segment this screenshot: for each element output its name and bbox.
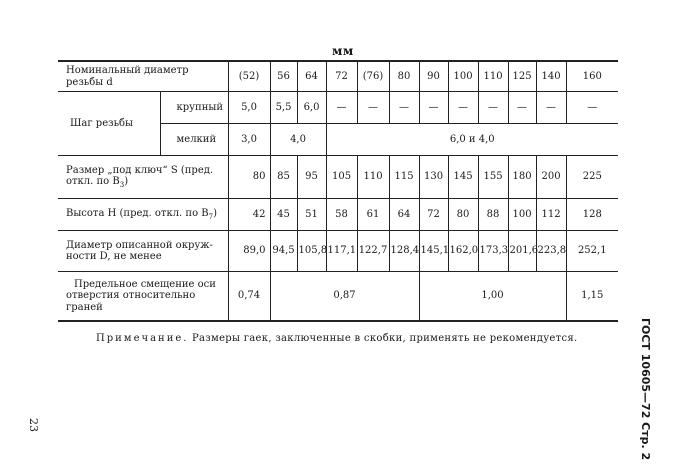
cell: 58	[326, 199, 357, 231]
cell: (76)	[357, 61, 389, 92]
cell: 45	[270, 199, 297, 231]
cell: —	[566, 92, 618, 124]
cell: 88	[478, 199, 508, 231]
circumscribed-diameter-label-line1: Диаметр описанной окруж-	[66, 239, 213, 251]
cell: 223,8	[536, 231, 566, 272]
circumscribed-diameter-label-line2: ности D, не менее	[66, 251, 162, 262]
height-label-text: Высота H (пред. откл. по B	[66, 207, 209, 219]
units-label: мм	[332, 44, 354, 58]
cell: —	[508, 92, 536, 124]
wrench-size-label	[58, 156, 228, 199]
row-thread-coarse	[58, 92, 618, 124]
cell: 155	[478, 156, 508, 199]
cell: 1,15	[566, 272, 618, 322]
cell: 125	[508, 61, 536, 92]
row-circumscribed-diameter	[58, 231, 618, 272]
cell: 95	[297, 156, 326, 199]
cell: 201,6	[508, 231, 536, 272]
cell: —	[478, 92, 508, 124]
row-height	[58, 199, 618, 231]
cell: 100	[508, 199, 536, 231]
cell: 80	[448, 199, 478, 231]
cell: 5,0	[228, 92, 270, 124]
cell: —	[419, 92, 448, 124]
cell: 200	[536, 156, 566, 199]
fine-label: мелкий	[160, 124, 228, 156]
cell: 115	[389, 156, 419, 199]
cell: 0,87	[270, 272, 419, 322]
row-hole-offset	[58, 272, 618, 322]
note	[96, 333, 577, 344]
cell: 4,0	[270, 124, 326, 156]
wrench-size-label-line1: Размер „под ключ“ S (пред.	[66, 164, 214, 176]
cell: 130	[419, 156, 448, 199]
cell: 6,0	[297, 92, 326, 124]
cell: 90	[419, 61, 448, 92]
cell: 122,7	[357, 231, 389, 272]
cell: 145,1	[419, 231, 448, 272]
cell: 72	[326, 61, 357, 92]
page-number: 23	[27, 418, 40, 432]
cell: 180	[508, 156, 536, 199]
cell: —	[448, 92, 478, 124]
cell: 100	[448, 61, 478, 92]
cell: —	[357, 92, 389, 124]
cell: 56	[270, 61, 297, 92]
cell: 140	[536, 61, 566, 92]
cell: 128	[566, 199, 618, 231]
cell: (52)	[228, 61, 270, 92]
cell: —	[536, 92, 566, 124]
coarse-label: крупный	[160, 92, 228, 124]
note-heading: Примечание.	[96, 333, 189, 344]
cell: 85	[270, 156, 297, 199]
cell: 145	[448, 156, 478, 199]
cell: 225	[566, 156, 618, 199]
wrench-size-label-end: )	[124, 176, 129, 188]
hole-offset-label-line2: отверстия относительно граней	[66, 290, 196, 313]
circumscribed-diameter-label	[58, 231, 228, 272]
height-label	[58, 199, 228, 231]
cell: 0,74	[228, 272, 270, 322]
cell: 128,4	[389, 231, 419, 272]
cell: 42	[228, 199, 270, 231]
cell: —	[389, 92, 419, 124]
cell: 64	[297, 61, 326, 92]
row-wrench-size	[58, 156, 618, 199]
cell: 94,5	[270, 231, 297, 272]
wrench-size-label-line2: откл. по B	[66, 176, 120, 188]
cell: 117,1	[326, 231, 357, 272]
cell: 61	[357, 199, 389, 231]
cell: 105,8	[297, 231, 326, 272]
cell: 105	[326, 156, 357, 199]
cell: 72	[419, 199, 448, 231]
cell: 160	[566, 61, 618, 92]
height-label-subscript: 7	[208, 212, 214, 221]
cell: 112	[536, 199, 566, 231]
cell: 110	[478, 61, 508, 92]
wrench-size-label-subscript: 3	[119, 181, 125, 190]
cell: 252,1	[566, 231, 618, 272]
cell: 6,0 и 4,0	[326, 124, 618, 156]
hole-offset-label-line1: Предельное смещение оси	[74, 278, 216, 290]
standard-page-label: ГОСТ 10605—72 Стр. 2	[639, 318, 652, 461]
nominal-diameter-label: Номинальный диаметр резьбы d	[58, 61, 228, 92]
cell: 5,5	[270, 92, 297, 124]
height-label-end: )	[213, 207, 218, 219]
cell: 1,00	[419, 272, 566, 322]
cell: 80	[389, 61, 419, 92]
cell: 3,0	[228, 124, 270, 156]
row-nominal-diameter	[58, 61, 618, 92]
cell: 89,0	[228, 231, 270, 272]
cell: 64	[389, 199, 419, 231]
cell: 80	[228, 156, 270, 199]
cell: —	[326, 92, 357, 124]
thread-pitch-label: Шаг резьбы	[58, 92, 160, 156]
cell: 162,0	[448, 231, 478, 272]
cell: 51	[297, 199, 326, 231]
nut-dimensions-table	[58, 60, 618, 322]
hole-offset-label	[58, 272, 228, 322]
note-text: Размеры гаек, заключенные в скобки, применять не рекомендуется.	[191, 333, 578, 344]
cell: 173,3	[478, 231, 508, 272]
cell: 110	[357, 156, 389, 199]
